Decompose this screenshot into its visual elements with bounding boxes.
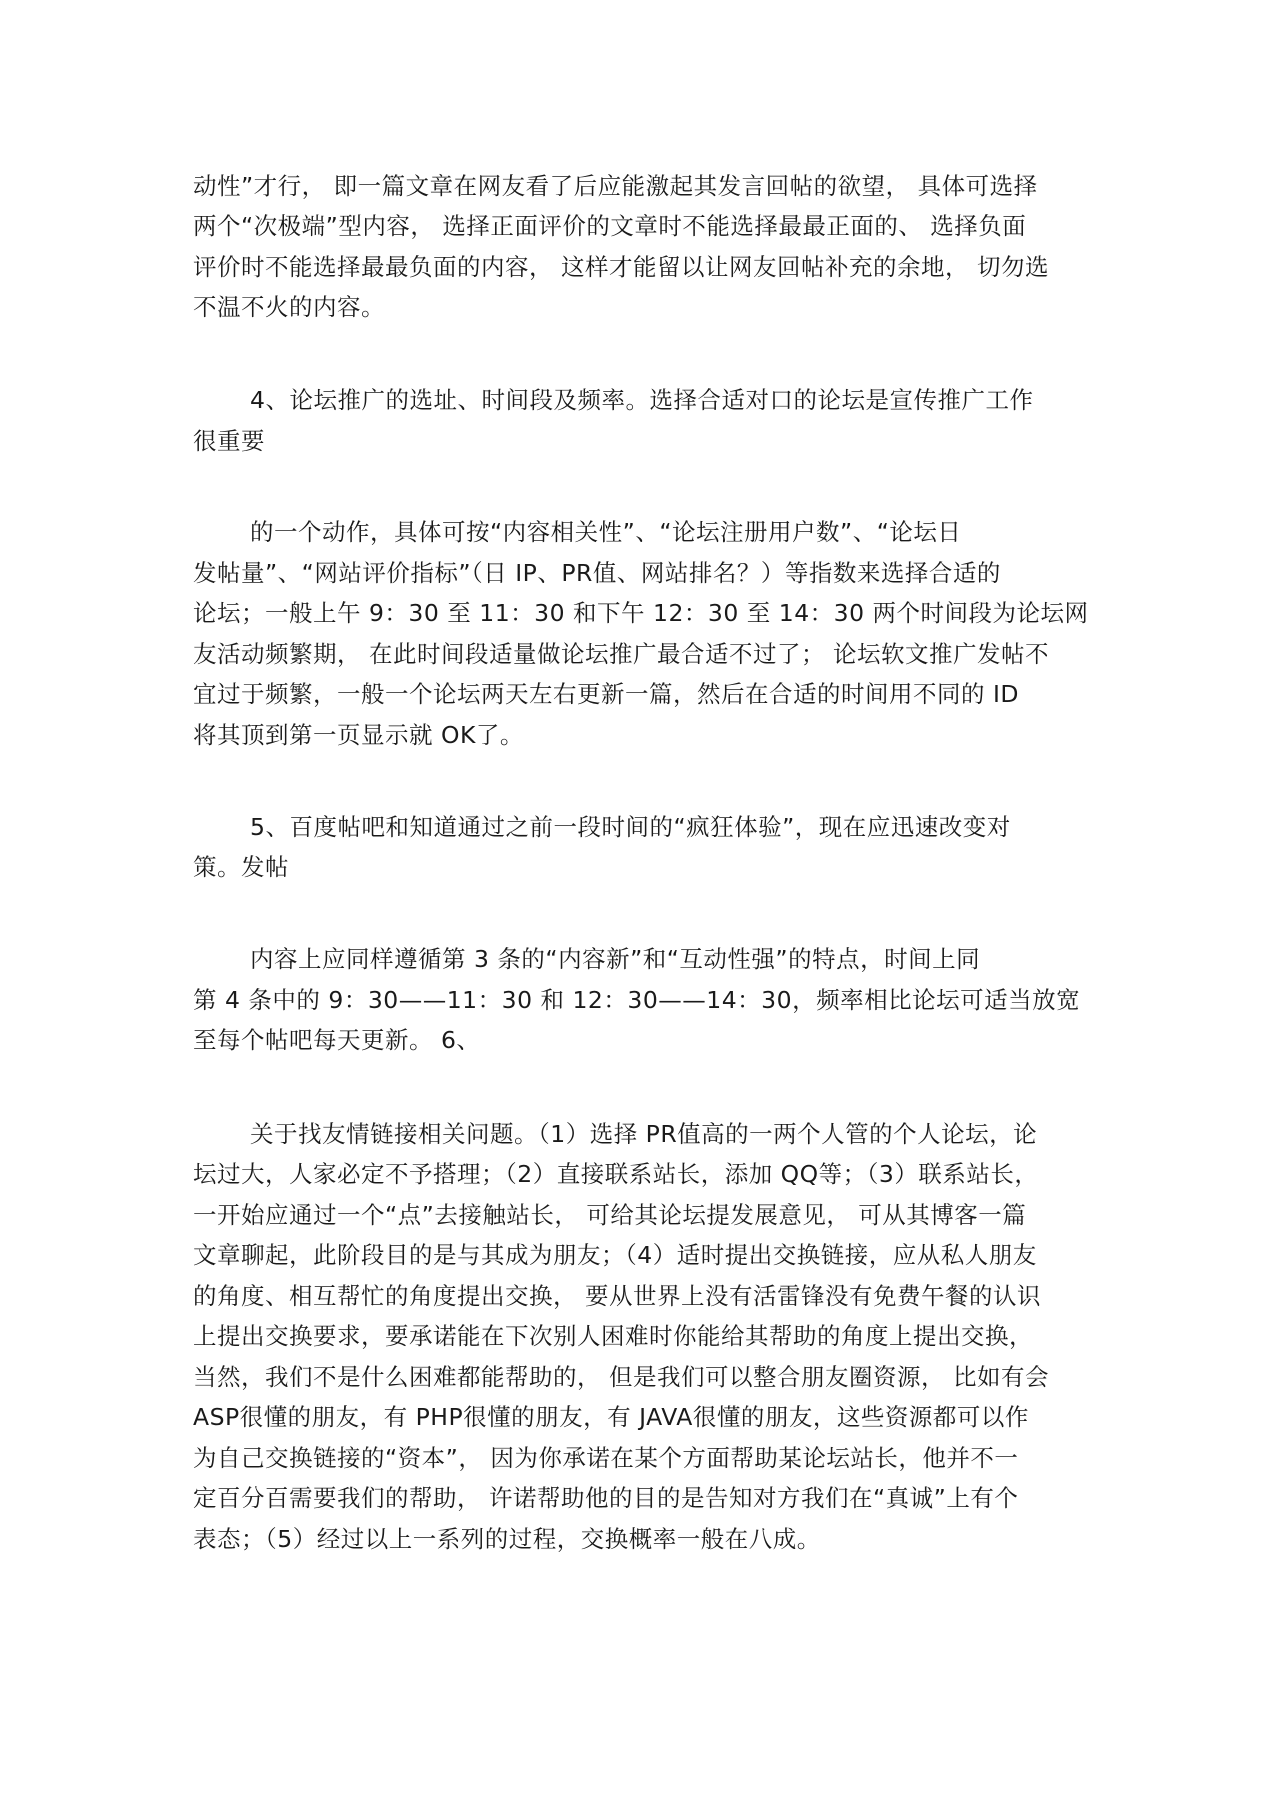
text-line: 发帖量”、“网站评价指标”（日 IP、PR值、网站排名？）等指数来选择合适的 — [193, 559, 1001, 587]
text-line: 内容上应同样遵循第 3 条的“内容新”和“互动性强”的特点，时间上同 — [250, 945, 981, 973]
text-line: 定百分百需要我们的帮助， 许诺帮助他的目的是告知对方我们在“真诚”上有个 — [193, 1484, 1019, 1512]
text-line: ASP很懂的朋友，有 PHP很懂的朋友，有 JAVA很懂的朋友，这些资源都可以作 — [193, 1403, 1029, 1431]
text-line: 的角度、相互帮忙的角度提出交换， 要从世界上没有活雷锋没有免费午餐的认识 — [193, 1282, 1041, 1310]
text-line: 策。发帖 — [193, 853, 289, 881]
text-line: 5、百度帖吧和知道通过之前一段时间的“疯狂体验”，现在应迅速改变对 — [250, 813, 1011, 841]
text-line: 论坛；一般上午 9：30 至 11：30 和下午 12：30 至 14：30 两个时间段为论坛网 — [193, 599, 1089, 627]
text-line: 一开始应通过一个“点”去接触站长， 可给其论坛提发展意见， 可从其博客一篇 — [193, 1201, 1027, 1229]
text-line: 表态；（5）经过以上一系列的过程，交换概率一般在八成。 — [193, 1525, 821, 1553]
text-line: 文章聊起，此阶段目的是与其成为朋友；（4）适时提出交换链接，应从私人朋友 — [193, 1241, 1037, 1269]
text-line: 关于找友情链接相关问题。（1）选择 PR值高的一两个人管的个人论坛，论 — [250, 1120, 1038, 1148]
text-line: 动性”才行， 即一篇文章在网友看了后应能激起其发言回帖的欲望， 具体可选择 — [193, 172, 1038, 200]
text-line: 4、论坛推广的选址、时间段及频率。选择合适对口的论坛是宣传推广工作 — [250, 386, 1034, 414]
text-line: 评价时不能选择最最负面的内容， 这样才能留以让网友回帖补充的余地， 切勿选 — [193, 253, 1049, 281]
text-line: 当然，我们不是什么困难都能帮助的， 但是我们可以整合朋友圈资源， 比如有会 — [193, 1363, 1049, 1391]
text-line: 上提出交换要求，要承诺能在下次别人困难时你能给其帮助的角度上提出交换， — [193, 1322, 1033, 1350]
text-line: 坛过大，人家必定不予搭理；（2）直接联系站长，添加 QQ等；（3）联系站长， — [193, 1160, 1039, 1188]
text-line: 将其顶到第一页显示就 OK了。 — [193, 721, 524, 749]
text-line: 两个“次极端”型内容， 选择正面评价的文章时不能选择最最正面的、 选择负面 — [193, 212, 1027, 240]
text-line: 宜过于频繁，一般一个论坛两天左右更新一篇，然后在合适的时间用不同的 ID — [193, 680, 1019, 708]
text-line: 第 4 条中的 9：30——11：30 和 12：30——14：30，频率相比论坛可适当放宽 — [193, 986, 1081, 1014]
text-line: 很重要 — [193, 427, 265, 455]
text-line: 友活动频繁期， 在此时间段适量做论坛推广最合适不过了； 论坛软文推广发帖不 — [193, 640, 1049, 668]
text-line: 为自己交换链接的“资本”， 因为你承诺在某个方面帮助某论坛站长，他并不一 — [193, 1444, 1019, 1472]
text-line: 不温不火的内容。 — [193, 293, 385, 321]
text-line: 的一个动作，具体可按“内容相关性”、“论坛注册用户数”、“论坛日 — [250, 518, 962, 546]
text-line: 至每个帖吧每天更新。 6、 — [193, 1026, 481, 1054]
